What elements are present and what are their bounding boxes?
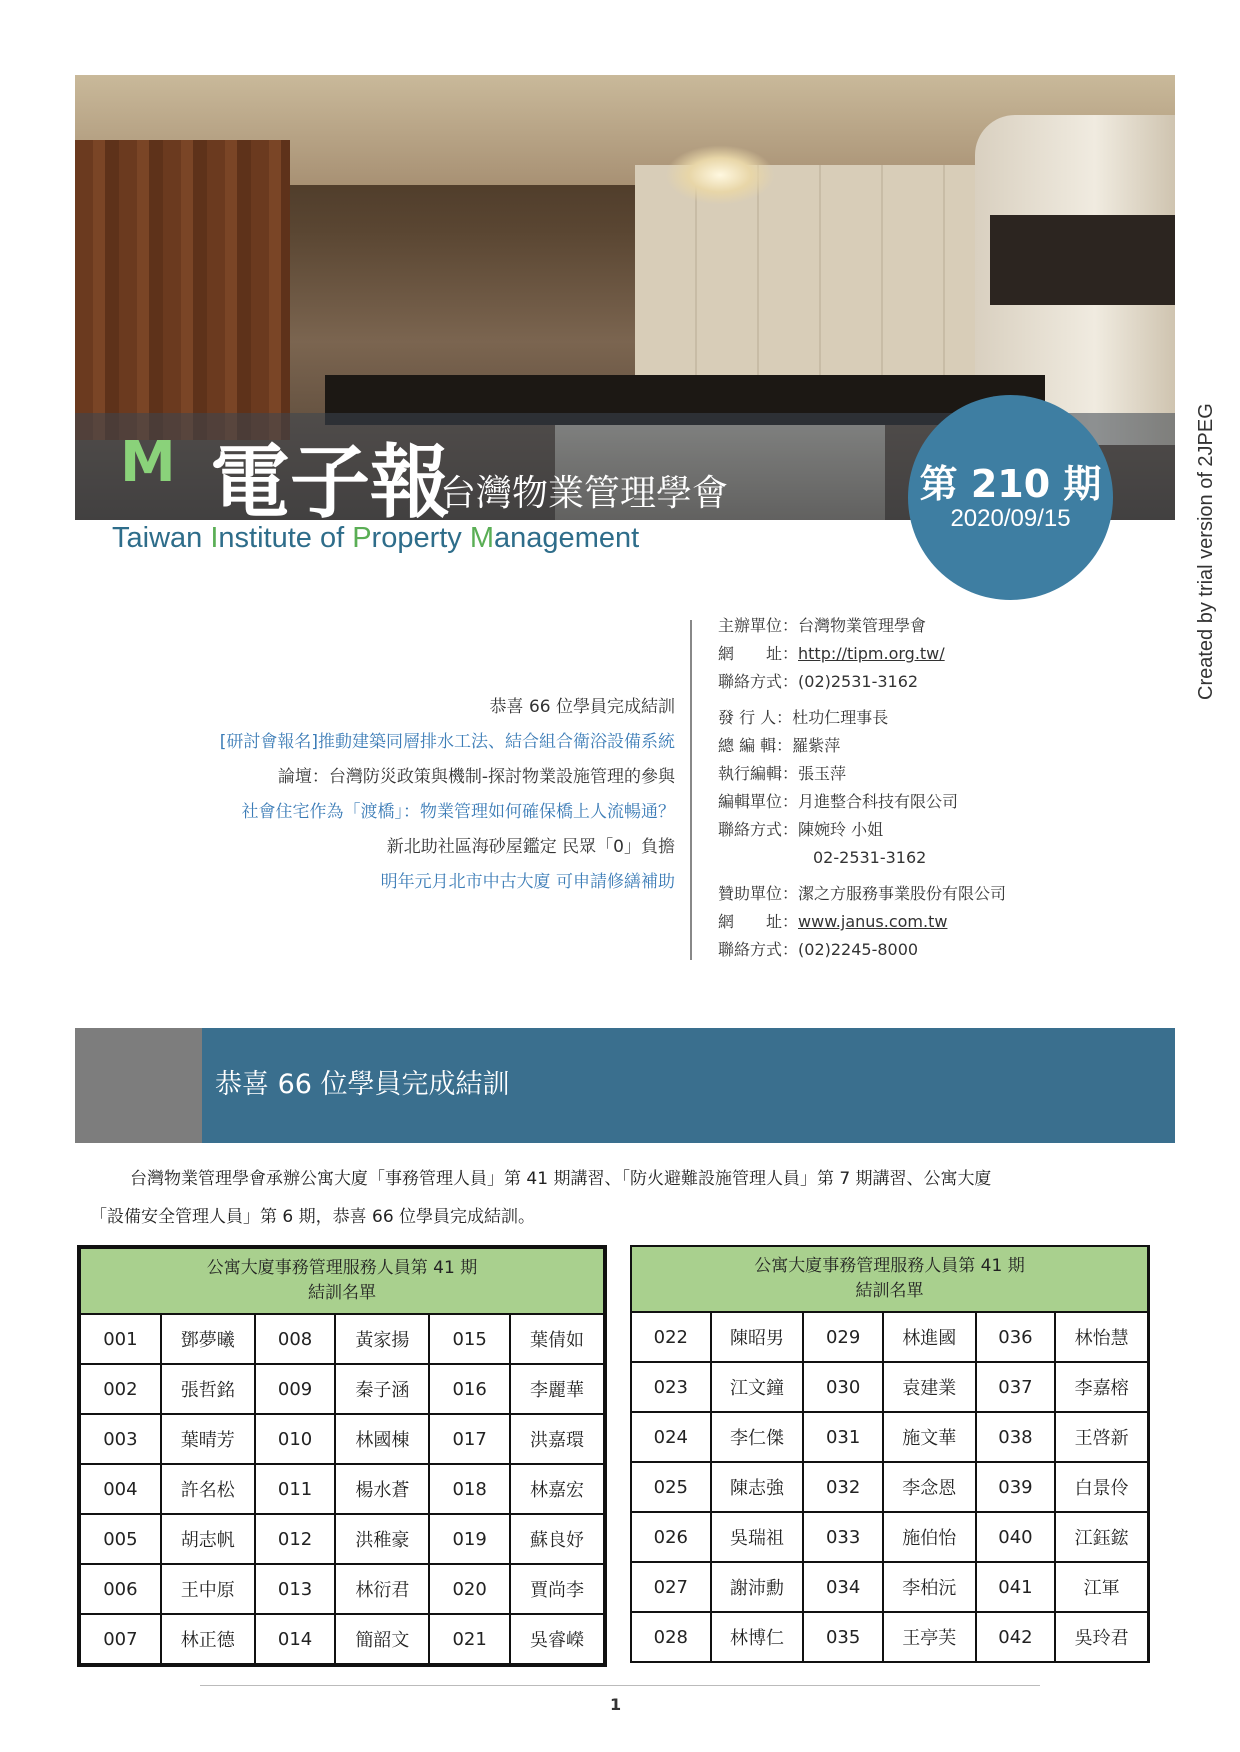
roster-table-left: [77, 1245, 607, 1667]
student-name: 李嘉榕: [1055, 1362, 1148, 1412]
student-name: 江軍: [1055, 1562, 1148, 1612]
student-number: 006: [79, 1564, 161, 1614]
trial-watermark: Created by trial version of 2JPEG: [1195, 403, 1217, 700]
student-name: 施文華: [883, 1412, 976, 1462]
student-name: 林怡慧: [1055, 1312, 1148, 1362]
table-row: [631, 1562, 1149, 1612]
student-name: 簡韶文: [335, 1614, 429, 1665]
contact-value: (02)2531-3162: [798, 672, 919, 691]
student-name: 白景伶: [1055, 1462, 1148, 1512]
student-number: 036: [976, 1312, 1056, 1362]
newsletter-title: 電子報: [210, 436, 450, 529]
student-number: 032: [803, 1462, 883, 1512]
student-number: 016: [429, 1364, 510, 1414]
table-row: [79, 1614, 605, 1665]
contact-label: 聯絡方式：: [718, 672, 799, 691]
student-number: 041: [976, 1562, 1056, 1612]
student-number: 001: [79, 1314, 161, 1364]
student-name: 謝沛勳: [711, 1562, 804, 1612]
student-name: 陳志強: [711, 1462, 804, 1512]
student-name: 林衍君: [335, 1564, 429, 1614]
student-number: 037: [976, 1362, 1056, 1412]
student-number: 008: [255, 1314, 336, 1364]
website-label: 網 址：: [718, 644, 799, 663]
student-number: 011: [255, 1464, 336, 1514]
student-name: 蘇良妤: [510, 1514, 605, 1564]
student-name: 李麗華: [510, 1364, 605, 1414]
sponsor-label: 贊助單位：: [718, 884, 799, 903]
student-number: 030: [803, 1362, 883, 1412]
student-number: 017: [429, 1414, 510, 1464]
organizer-label: 主辦單位：: [718, 616, 799, 635]
student-number: 026: [631, 1512, 711, 1562]
chief-editor-label: 總 編 輯：: [718, 736, 793, 755]
table-row: [79, 1314, 605, 1364]
student-name: 胡志帆: [161, 1514, 255, 1564]
logo-letter: M: [120, 430, 174, 495]
photo-shelf: [990, 215, 1175, 305]
footer-rule: [200, 1685, 1040, 1686]
headline-item[interactable]: 社會住宅作為「渡橋」：物業管理如何確保橋上人流暢通？: [241, 802, 675, 822]
table-row: [631, 1362, 1149, 1412]
editing-contact-value: 陳婉玲 小姐: [798, 820, 884, 839]
intro-line: 台灣物業管理學會承辦公寓大廈「事務管理人員」第 41 期講習、「防火避難設施管理人員」第 7 期講習、公寓大廈: [130, 1169, 992, 1189]
student-number: 027: [631, 1562, 711, 1612]
page-number: 1: [610, 1695, 622, 1714]
student-name: 陳昭男: [711, 1312, 804, 1362]
student-name: 許名松: [161, 1464, 255, 1514]
student-number: 031: [803, 1412, 883, 1462]
headline-item[interactable]: 恭喜 66 位學員完成結訓: [489, 697, 675, 717]
student-number: 018: [429, 1464, 510, 1514]
issue-badge: [908, 395, 1113, 600]
divider-line: [690, 620, 692, 960]
student-name: 王亭芙: [883, 1612, 976, 1662]
newsletter-subtitle: 台灣物業管理學會: [440, 473, 729, 514]
issue-date: 2020/09/15: [950, 505, 1071, 532]
table-row: [79, 1464, 605, 1514]
student-number: 002: [79, 1364, 161, 1414]
sponsor-site-label: 網 址：: [718, 912, 799, 931]
exec-editor-value: 張玉萍: [798, 764, 847, 783]
website-link[interactable]: http://tipm.org.tw/: [798, 644, 945, 663]
student-number: 021: [429, 1614, 510, 1665]
table-row: [631, 1512, 1149, 1562]
student-number: 029: [803, 1312, 883, 1362]
sponsor-contact-value: (02)2245-8000: [798, 940, 919, 959]
issue-number: 第 210 期: [919, 462, 1102, 506]
sponsor-value: 潔之方服務事業股份有限公司: [798, 884, 1007, 903]
student-name: 楊水蒼: [335, 1464, 429, 1514]
sponsor-site-link[interactable]: www.janus.com.tw: [798, 912, 948, 931]
student-number: 019: [429, 1514, 510, 1564]
student-number: 014: [255, 1614, 336, 1665]
table-header: 公寓大廈事務管理服務人員第 41 期 結訓名單: [79, 1247, 605, 1314]
table-row: [631, 1412, 1149, 1462]
table-row: [79, 1514, 605, 1564]
section-banner-accent: [75, 1028, 202, 1143]
student-name: 李念恩: [883, 1462, 976, 1512]
student-number: 033: [803, 1512, 883, 1562]
student-number: 010: [255, 1414, 336, 1464]
student-number: 039: [976, 1462, 1056, 1512]
student-number: 007: [79, 1614, 161, 1665]
chief-editor-value: 羅紫萍: [792, 736, 841, 755]
table-row: [79, 1364, 605, 1414]
headline-item[interactable]: 明年元月北市中古大廈 可申請修繕補助: [380, 872, 675, 892]
table-row: [631, 1312, 1149, 1362]
student-number: 024: [631, 1412, 711, 1462]
student-name: 張哲銘: [161, 1364, 255, 1414]
editing-contact-label: 聯絡方式：: [718, 820, 799, 839]
student-number: 034: [803, 1562, 883, 1612]
photo-wood-panel: [75, 140, 290, 440]
publication-info: [718, 612, 1006, 964]
student-name: 王啓新: [1055, 1412, 1148, 1462]
editing-unit-label: 編輯單位：: [718, 792, 799, 811]
section-title: 恭喜 66 位學員完成結訓: [215, 1069, 510, 1100]
exec-editor-label: 執行編輯：: [718, 764, 799, 783]
student-number: 042: [976, 1612, 1056, 1662]
editing-unit-value: 月進整合科技有限公司: [798, 792, 959, 811]
student-number: 009: [255, 1364, 336, 1414]
student-number: 004: [79, 1464, 161, 1514]
student-number: 023: [631, 1362, 711, 1412]
student-number: 035: [803, 1612, 883, 1662]
table-row: [79, 1564, 605, 1614]
student-number: 040: [976, 1512, 1056, 1562]
student-number: 005: [79, 1514, 161, 1564]
student-number: 020: [429, 1564, 510, 1614]
student-name: 洪嘉環: [510, 1414, 605, 1464]
table-row: [79, 1414, 605, 1464]
student-name: 林進國: [883, 1312, 976, 1362]
sponsor-contact-label: 聯絡方式：: [718, 940, 799, 959]
student-name: 施伯怡: [883, 1512, 976, 1562]
photo-chandelier: [665, 145, 775, 205]
student-name: 李柏沅: [883, 1562, 976, 1612]
headline-item[interactable]: 論壇：台灣防災政策與機制-探討物業設施管理的參與: [277, 767, 675, 787]
student-name: 吳玲君: [1055, 1612, 1148, 1662]
headline-list: [95, 690, 675, 900]
student-number: 028: [631, 1612, 711, 1662]
student-name: 林博仁: [711, 1612, 804, 1662]
intro-line: 「設備安全管理人員」第 6 期，恭喜 66 位學員完成結訓。: [90, 1207, 536, 1227]
student-name: 林正德: [161, 1614, 255, 1665]
roster-table-right: [630, 1245, 1150, 1663]
student-name: 王中原: [161, 1564, 255, 1614]
student-name: 江文鐘: [711, 1362, 804, 1412]
student-number: 025: [631, 1462, 711, 1512]
student-number: 015: [429, 1314, 510, 1364]
publisher-label: 發 行 人：: [718, 708, 793, 727]
headline-item[interactable]: [研討會報名]推動建築同層排水工法、結合組合衛浴設備系統: [219, 732, 675, 752]
student-name: 林嘉宏: [510, 1464, 605, 1514]
editing-phone: 02-2531-3162: [813, 848, 927, 867]
student-name: 黃家揚: [335, 1314, 429, 1364]
student-name: 吳瑞祖: [711, 1512, 804, 1562]
student-name: 李仁傑: [711, 1412, 804, 1462]
student-name: 洪稚豪: [335, 1514, 429, 1564]
student-name: 葉倩如: [510, 1314, 605, 1364]
student-number: 022: [631, 1312, 711, 1362]
student-name: 葉晴芳: [161, 1414, 255, 1464]
student-name: 賈尚李: [510, 1564, 605, 1614]
student-name: 吳睿嶸: [510, 1614, 605, 1665]
publisher-value: 杜功仁理事長: [792, 708, 889, 727]
student-number: 013: [255, 1564, 336, 1614]
table-header: 公寓大廈事務管理服務人員第 41 期 結訓名單: [631, 1246, 1149, 1312]
table-row: [631, 1462, 1149, 1512]
student-name: 秦子涵: [335, 1364, 429, 1414]
student-name: 鄧夢曦: [161, 1314, 255, 1364]
student-name: 袁建業: [883, 1362, 976, 1412]
institute-tagline: Taiwan Institute of Property Management: [112, 522, 640, 554]
table-row: [631, 1612, 1149, 1662]
student-number: 038: [976, 1412, 1056, 1462]
student-name: 林國棟: [335, 1414, 429, 1464]
headline-item[interactable]: 新北助社區海砂屋鑑定 民眾「0」負擔: [386, 837, 675, 857]
section-intro: [90, 1160, 1180, 1236]
student-number: 003: [79, 1414, 161, 1464]
organizer-value: 台灣物業管理學會: [798, 616, 927, 635]
student-number: 012: [255, 1514, 336, 1564]
student-name: 江鈺鋐: [1055, 1512, 1148, 1562]
